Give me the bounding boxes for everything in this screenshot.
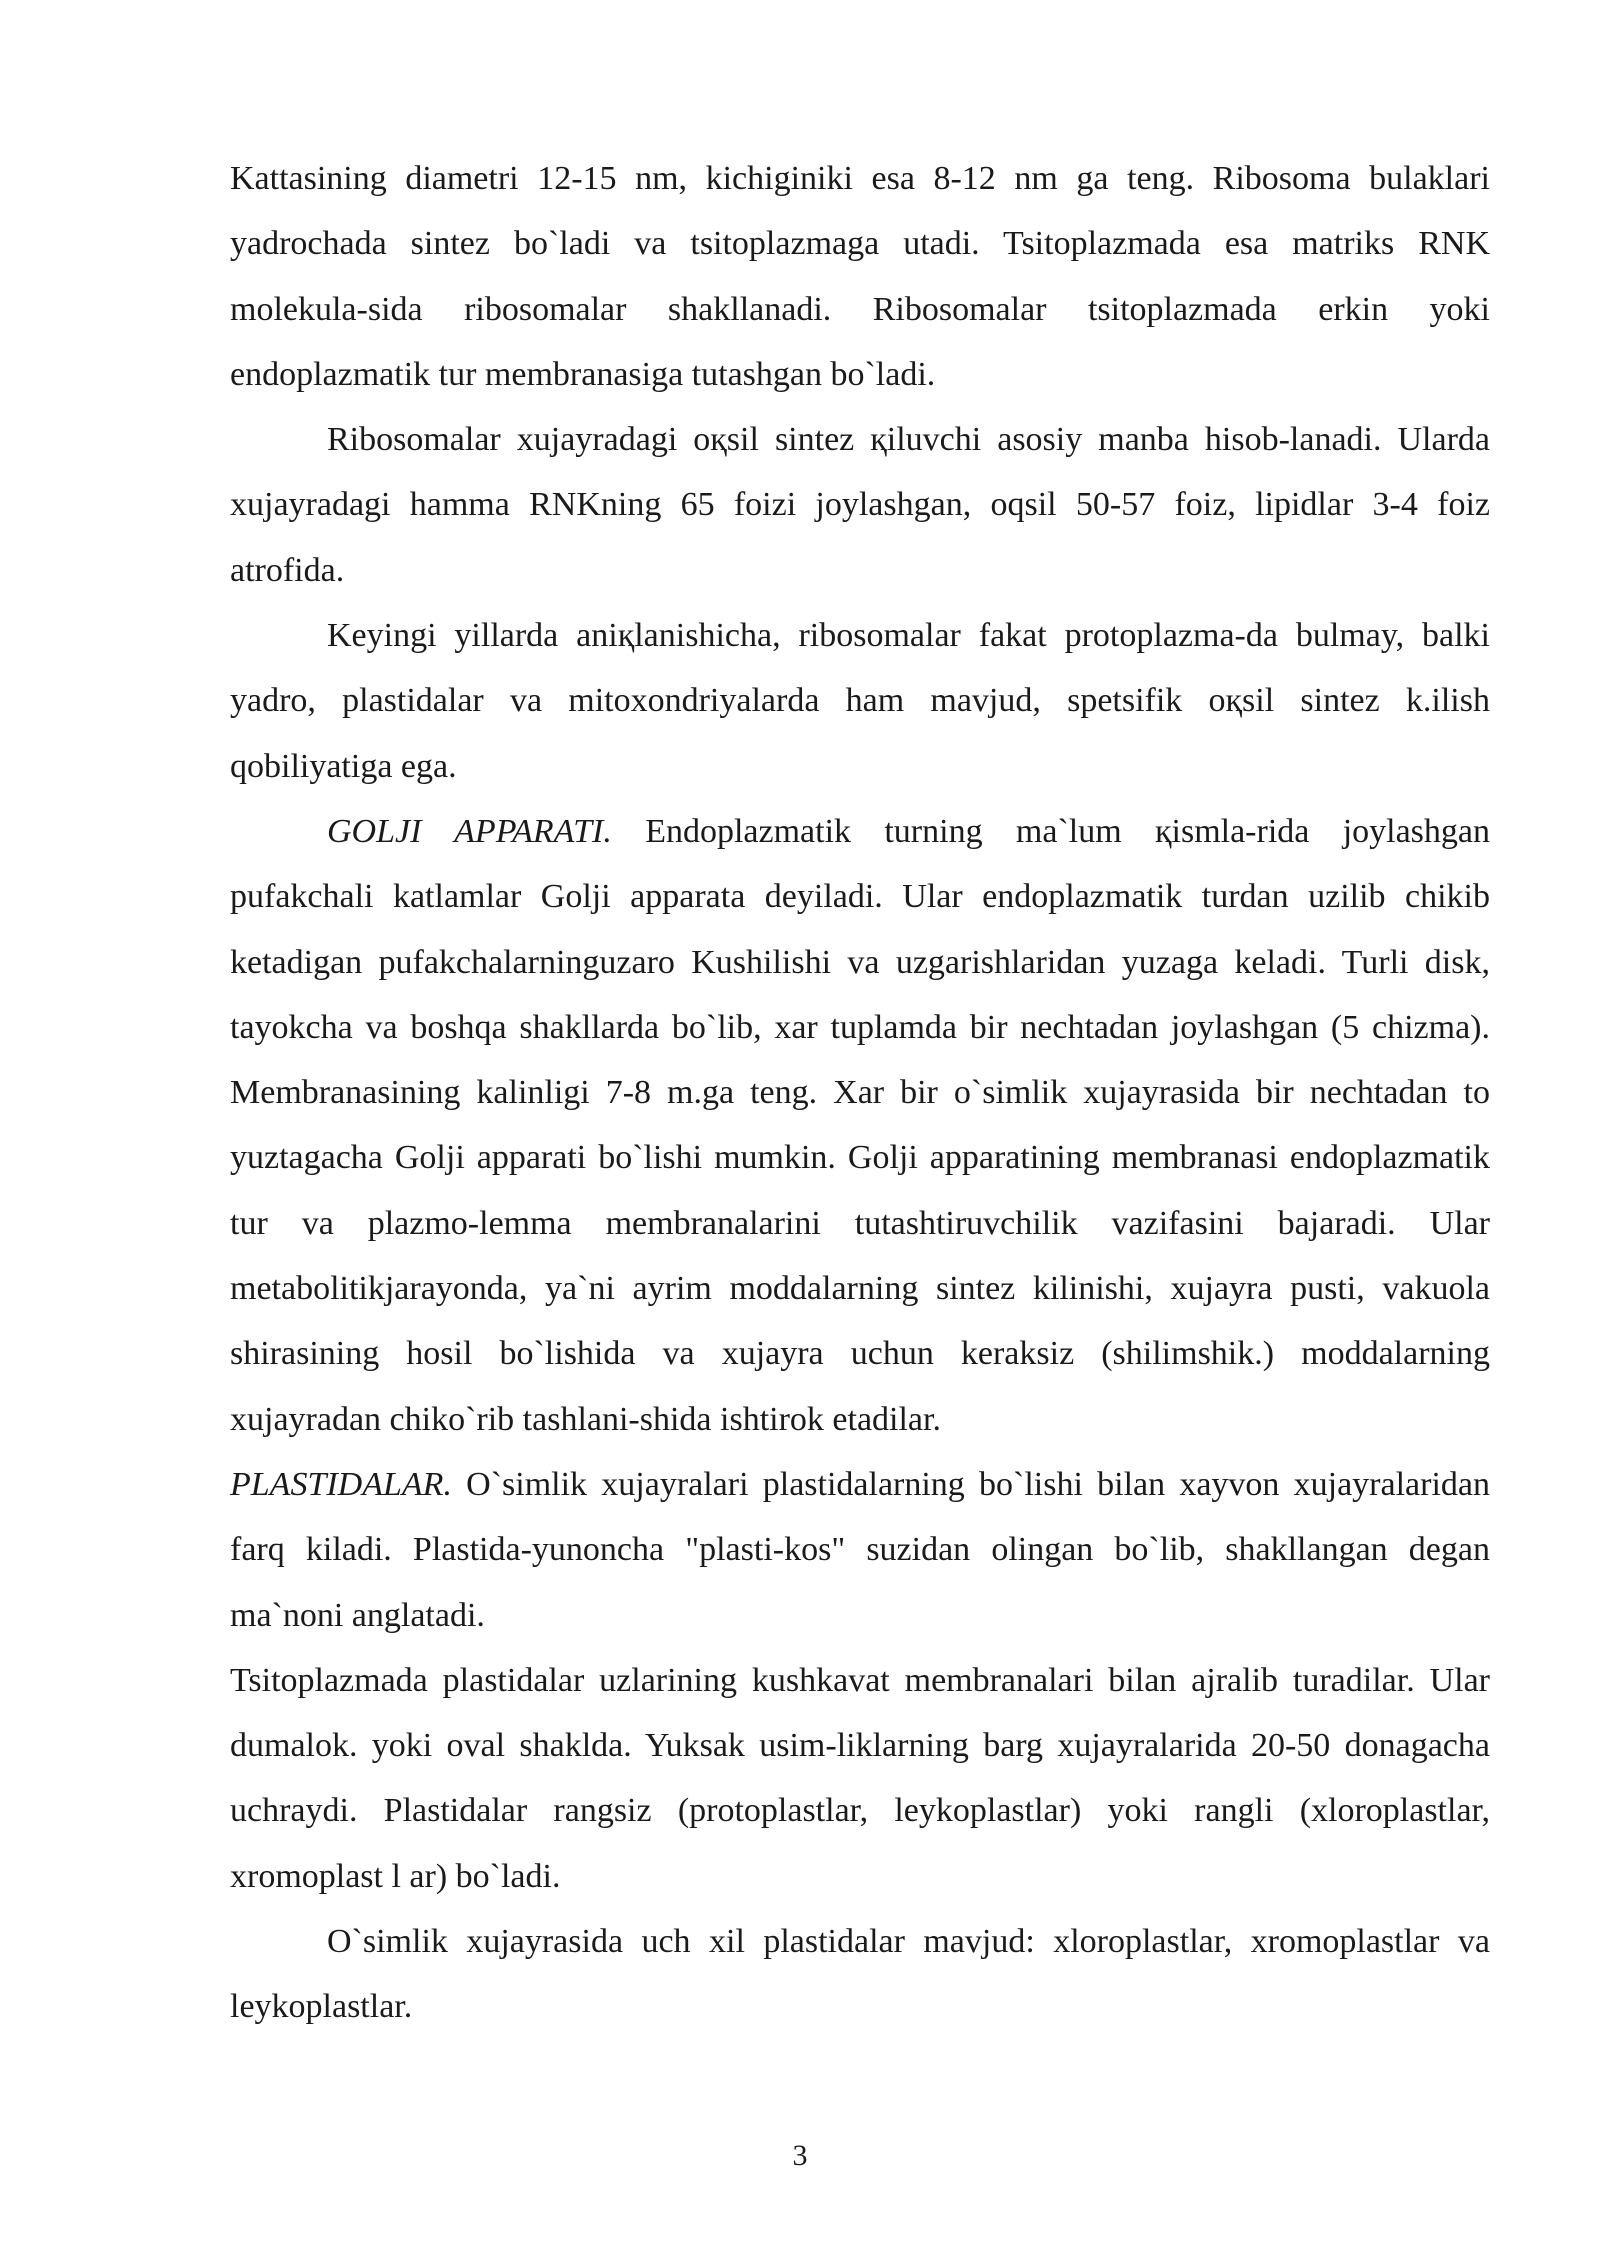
- paragraph-ribosome-size: [230, 146, 1490, 407]
- body-text: [230, 146, 1490, 2040]
- section-heading-plastids: PLASTIDALAR.: [230, 1465, 452, 1503]
- page-number: 3: [792, 2139, 808, 2172]
- paragraph-plastid-types: [230, 1909, 1490, 2040]
- paragraph-ribosome-location: [230, 603, 1490, 799]
- paragraph-text: Endoplazmatik turning ma`lum қismla-rida joylashgan pufakchali katlamlar Golji apparata deyiladi. Ular endoplazmatik turdan uzilib chikib ketadigan pufakchalarninguzaro Kushilishi va uzgarishlaridan yuzaga keladi. Turli disk, tayokcha va boshqa shakllarda bo`lib, xar tuplamda bir nechtadan joylashgan (5 chizma). Membranasining kalinligi 7-8 m.ga teng. Xar bir o`simlik xujayrasida bir nechtadan to yuztagacha Golji apparati bo`lishi mumkin. Golji apparatining membranasi endoplazmatik tur va plazmo-lemma membranalarini tutashtiruvchilik vazifasini bajaradi. Ular metabolitikjarayonda, ya`ni ayrim moddalarning sintez kilinishi, xujayra pusti, vakuola shirasining hosil bo`lishida va xujayra uchun keraksiz (shilimshik.) moddalarning xujayradan chiko`rib tashlani-shida ishtirok etadilar.: [230, 812, 1490, 1438]
- paragraph-plastids-cytoplasm: [230, 1648, 1490, 1909]
- paragraph-plastids-intro: [230, 1452, 1490, 1648]
- paragraph-text: Tsitoplazmada plastidalar uzlarining kushkavat membranalari bilan ajralib turadilar. Ular dumalok. yoki oval shaklda. Yuksak usim-liklarning barg xujayralarida 20-50 donagacha uchraydi. Plastidalar rangsiz (protoplastlar, leykoplastlar) yoki rangli (xloroplastlar, xromoplast l ar) bo`ladi.: [230, 1661, 1490, 1895]
- paragraph-text: Keyingi yillarda aniқlanishicha, ribosomalar fakat protoplazma-da bulmay, balki yadro, plastidalar va mitoxondriyalarda ham mavjud, spetsifik oқsil sintez k.ilish qobiliyatiga ega.: [230, 617, 1490, 785]
- paragraph-ribosome-function: [230, 407, 1490, 603]
- paragraph-text: O`simlik xujayralari plastidalarning bo`lishi bilan xayvon xujayralaridan farq kiladi. Plastida-yunoncha "plasti-kos" suzidan olingan bo`lib, shakllangan degan ma`noni anglatadi.: [230, 1465, 1490, 1634]
- paragraph-golgi-apparatus: [230, 799, 1490, 1452]
- paragraph-text: Kattasining diametri 12-15 nm, kichiginiki esa 8-12 nm ga teng. Ribosoma bulaklari yadrochada sintez bo`ladi va tsitoplazmaga utadi. Tsitoplazmada esa matriks RNK molekula-sida ribosomalar shakllanadi. Ribosomalar tsitoplazmada erkin yoki endoplazmatik tur membranasiga tutashgan bo`ladi.: [230, 160, 1490, 393]
- paragraph-text: O`simlik xujayrasida uch xil plastidalar mavjud: xloroplastlar, xromoplastlar va leykoplastlar.: [230, 1923, 1490, 2026]
- paragraph-text: Ribosomalar xujayradagi oқsil sintez қiluvchi asosiy manba hisob-lanadi. Ularda xujayradagi hamma RNKning 65 foizi joylashgan, oqsil 50-57 foiz, lipidlar 3-4 foiz atrofida.: [230, 421, 1490, 589]
- section-heading-golgi: GOLJI APPARATI.: [327, 812, 612, 850]
